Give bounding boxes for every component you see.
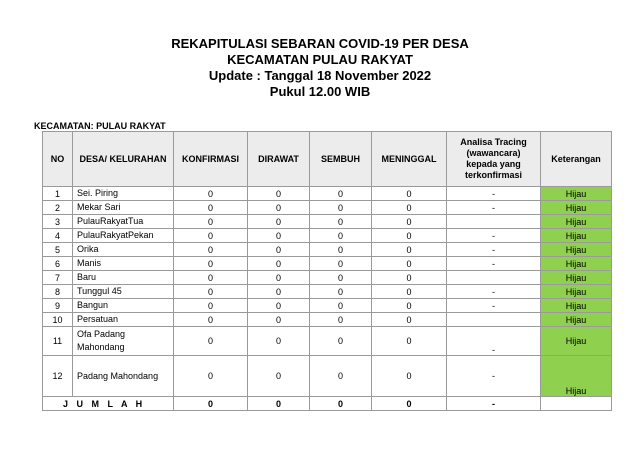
cell-no: 9 [43,299,73,313]
cell-konfirmasi: 0 [174,215,248,229]
table-row [43,313,612,327]
cell-analisa [447,271,541,285]
cell-dirawat: 0 [248,257,310,271]
cell-konfirmasi: 0 [174,201,248,215]
table-row [43,327,612,356]
header-keterangan: Keterangan [541,132,612,187]
cell-dirawat: 0 [248,201,310,215]
cell-keterangan: Hijau [541,215,612,229]
table-row [43,299,612,313]
total-row [43,397,612,411]
header-meninggal: MENINGGAL [372,132,447,187]
cell-dirawat: 0 [248,243,310,257]
cell-keterangan: Hijau [541,201,612,215]
cell-dirawat: 0 [248,299,310,313]
cell-desa: Mekar Sari [73,201,174,215]
cell-dirawat: 0 [248,285,310,299]
total-konfirmasi: 0 [174,397,248,411]
total-sembuh: 0 [310,397,372,411]
total-meninggal: 0 [372,397,447,411]
cell-desa: PulauRakyatTua [73,215,174,229]
cell-sembuh: 0 [310,271,372,285]
cell-keterangan: Hijau [541,313,612,327]
kecamatan-label: KECAMATAN: PULAU RAKYAT [34,121,166,131]
cell-no: 11 [43,327,73,356]
cell-meninggal: 0 [372,243,447,257]
cell-konfirmasi: 0 [174,187,248,201]
table-row [43,229,612,243]
table-row [43,187,612,201]
cell-keterangan: Hijau [541,229,612,243]
cell-desa: Tunggul 45 [73,285,174,299]
cell-sembuh: 0 [310,356,372,397]
title-line-1: REKAPITULASI SEBARAN COVID-19 PER DESA [171,36,469,51]
cell-dirawat: 0 [248,356,310,397]
covid-data-table [42,131,612,411]
cell-keterangan: Hijau [541,285,612,299]
cell-desa: Baru [73,271,174,285]
cell-no: 8 [43,285,73,299]
cell-analisa: - [447,257,541,271]
cell-sembuh: 0 [310,215,372,229]
cell-sembuh: 0 [310,243,372,257]
cell-desa: Padang Mahondang [73,356,174,397]
cell-keterangan: Hijau [541,271,612,285]
cell-sembuh: 0 [310,327,372,356]
cell-dirawat: 0 [248,313,310,327]
cell-no: 2 [43,201,73,215]
cell-meninggal: 0 [372,215,447,229]
document-title-block [0,36,640,100]
title-line-2: KECAMATAN PULAU RAKYAT [227,52,413,67]
cell-analisa: - [447,187,541,201]
cell-konfirmasi: 0 [174,313,248,327]
cell-konfirmasi: 0 [174,271,248,285]
cell-sembuh: 0 [310,299,372,313]
cell-analisa: - [447,201,541,215]
cell-no: 1 [43,187,73,201]
total-analisa: - [447,397,541,411]
title-line-3: Update : Tanggal 18 November 2022 [208,68,432,83]
cell-analisa: - [447,285,541,299]
cell-dirawat: 0 [248,215,310,229]
header-sembuh: SEMBUH [310,132,372,187]
cell-meninggal: 0 [372,356,447,397]
table-row [43,285,612,299]
cell-no: 4 [43,229,73,243]
cell-no: 3 [43,215,73,229]
cell-sembuh: 0 [310,257,372,271]
cell-analisa [447,313,541,327]
cell-analisa: - [447,356,541,397]
cell-no: 10 [43,313,73,327]
cell-analisa [447,215,541,229]
cell-konfirmasi: 0 [174,243,248,257]
cell-konfirmasi: 0 [174,327,248,356]
cell-dirawat: 0 [248,229,310,243]
title-line-4: Pukul 12.00 WIB [269,84,371,99]
cell-keterangan: Hijau [541,299,612,313]
cell-sembuh: 0 [310,285,372,299]
cell-konfirmasi: 0 [174,229,248,243]
cell-analisa: - [447,327,541,356]
cell-desa: Persatuan [73,313,174,327]
header-dirawat: DIRAWAT [248,132,310,187]
cell-desa: PulauRakyatPekan [73,229,174,243]
table-row [43,356,612,397]
total-keterangan [541,397,612,411]
cell-meninggal: 0 [372,229,447,243]
cell-sembuh: 0 [310,229,372,243]
header-no: NO [43,132,73,187]
cell-desa: Ofa Padang Mahondang [73,327,174,356]
cell-konfirmasi: 0 [174,299,248,313]
cell-konfirmasi: 0 [174,285,248,299]
cell-analisa: - [447,229,541,243]
cell-no: 7 [43,271,73,285]
cell-no: 5 [43,243,73,257]
table-row [43,201,612,215]
cell-keterangan: Hijau [541,243,612,257]
total-label: J U M L A H [43,397,174,411]
cell-meninggal: 0 [372,299,447,313]
cell-meninggal: 0 [372,285,447,299]
cell-keterangan: Hijau [541,187,612,201]
total-dirawat: 0 [248,397,310,411]
cell-keterangan: Hijau [541,257,612,271]
table-row [43,257,612,271]
cell-sembuh: 0 [310,201,372,215]
cell-meninggal: 0 [372,327,447,356]
cell-keterangan: Hijau [541,327,612,356]
cell-konfirmasi: 0 [174,257,248,271]
cell-desa: Sei. Piring [73,187,174,201]
table-header-row [43,132,612,187]
cell-analisa: - [447,243,541,257]
cell-dirawat: 0 [248,271,310,285]
table-row [43,215,612,229]
cell-meninggal: 0 [372,313,447,327]
cell-meninggal: 0 [372,271,447,285]
cell-dirawat: 0 [248,327,310,356]
cell-meninggal: 0 [372,257,447,271]
header-konfirmasi: KONFIRMASI [174,132,248,187]
cell-sembuh: 0 [310,313,372,327]
cell-desa: Manis [73,257,174,271]
cell-desa: Orika [73,243,174,257]
cell-analisa: - [447,299,541,313]
table-row [43,271,612,285]
cell-no: 6 [43,257,73,271]
cell-dirawat: 0 [248,187,310,201]
cell-sembuh: 0 [310,187,372,201]
header-desa: DESA/ KELURAHAN [73,132,174,187]
header-analisa: Analisa Tracing (wawancara) kepada yang terkonfirmasi [447,132,541,187]
cell-keterangan: Hijau [541,356,612,397]
cell-meninggal: 0 [372,201,447,215]
table-row [43,243,612,257]
cell-meninggal: 0 [372,187,447,201]
cell-desa: Bangun [73,299,174,313]
cell-konfirmasi: 0 [174,356,248,397]
cell-no: 12 [43,356,73,397]
